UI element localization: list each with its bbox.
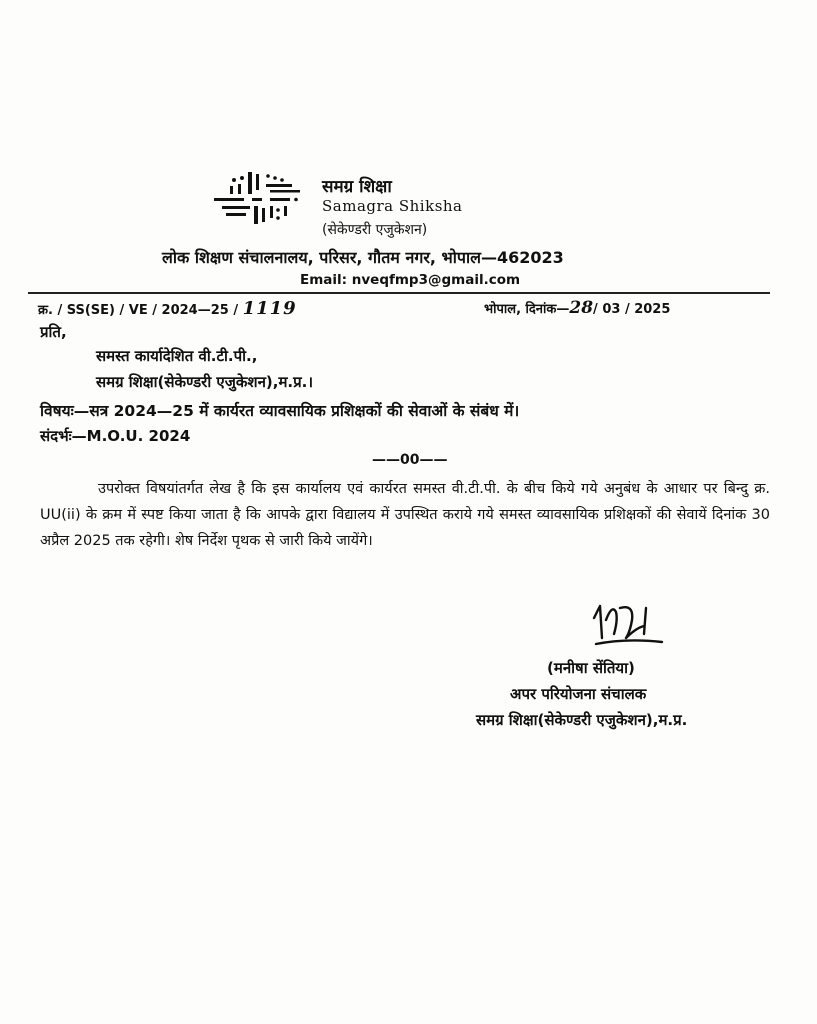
office-address: लोक शिक्षण संचालनालय, परिसर, गौतम नगर, भोपाल—462023 (162, 248, 564, 267)
samagra-shiksha-logo-icon (212, 170, 308, 226)
salutation-to: प्रति, (40, 323, 67, 341)
handwritten-signature (586, 598, 666, 654)
header-divider (28, 292, 770, 294)
letter-reference: संदर्भः—M.O.U. 2024 (40, 427, 191, 445)
reference-number-prefix: क्र. / SS(SE) / VE / 2024—25 / (38, 303, 243, 318)
brand-name-english: Samagra Shiksha (322, 197, 463, 215)
brand-name-hindi: समग्र शिक्षा (322, 177, 392, 197)
section-divider: ——00—— (372, 452, 448, 468)
signatory-organization: समग्र शिक्षा(सेकेण्डरी एजुकेशन),म.प्र. (476, 711, 688, 729)
date-handwritten-day: 28 (569, 298, 594, 318)
letter-subject: विषयः—सत्र 2024—25 में कार्यरत व्यावसायिक प्रशिक्षकों की सेवाओं के संबंध में। (40, 402, 520, 420)
office-email: Email: nveqfmp3@gmail.com (300, 272, 521, 288)
signatory-name: (मनीषा सेंतिया) (547, 659, 635, 677)
letter-reference-number (38, 298, 297, 319)
signatory-designation: अपर परियोजना संचालक (510, 685, 647, 703)
addressee-line-1: समस्त कार्यादेशित वी.टी.पी., (96, 347, 258, 365)
date-suffix: / 03 / 2025 (593, 302, 671, 317)
reference-number-handwritten: 1119 (242, 298, 297, 319)
letter-date (484, 298, 670, 318)
letter-body: उपरोक्त विषयांतर्गत लेख है कि इस कार्यालय एवं कार्यरत समस्त वी.टी.पी. के बीच किये गये अनुबंध के आधार पर बिन्दु क्र. UU(ii) के क्रम में स्पष्ट किया जाता है कि आपके द्वारा विद्यालय में उपस्थित कराये गये समस्त व्यावसायिक प्रशिक्षकों की सेवायें दिनांक 30 अप्रैल 2025 तक रहेगी। शेष निर्देश पृथक से जारी किये जायेंगे। (40, 481, 770, 549)
brand-subtitle: (सेकेण्डरी एजुकेशन) (322, 222, 428, 238)
date-prefix: भोपाल, दिनांक— (484, 302, 570, 317)
addressee-line-2: समग्र शिक्षा(सेकेण्डरी एजुकेशन),म.प्र.। (96, 373, 314, 391)
